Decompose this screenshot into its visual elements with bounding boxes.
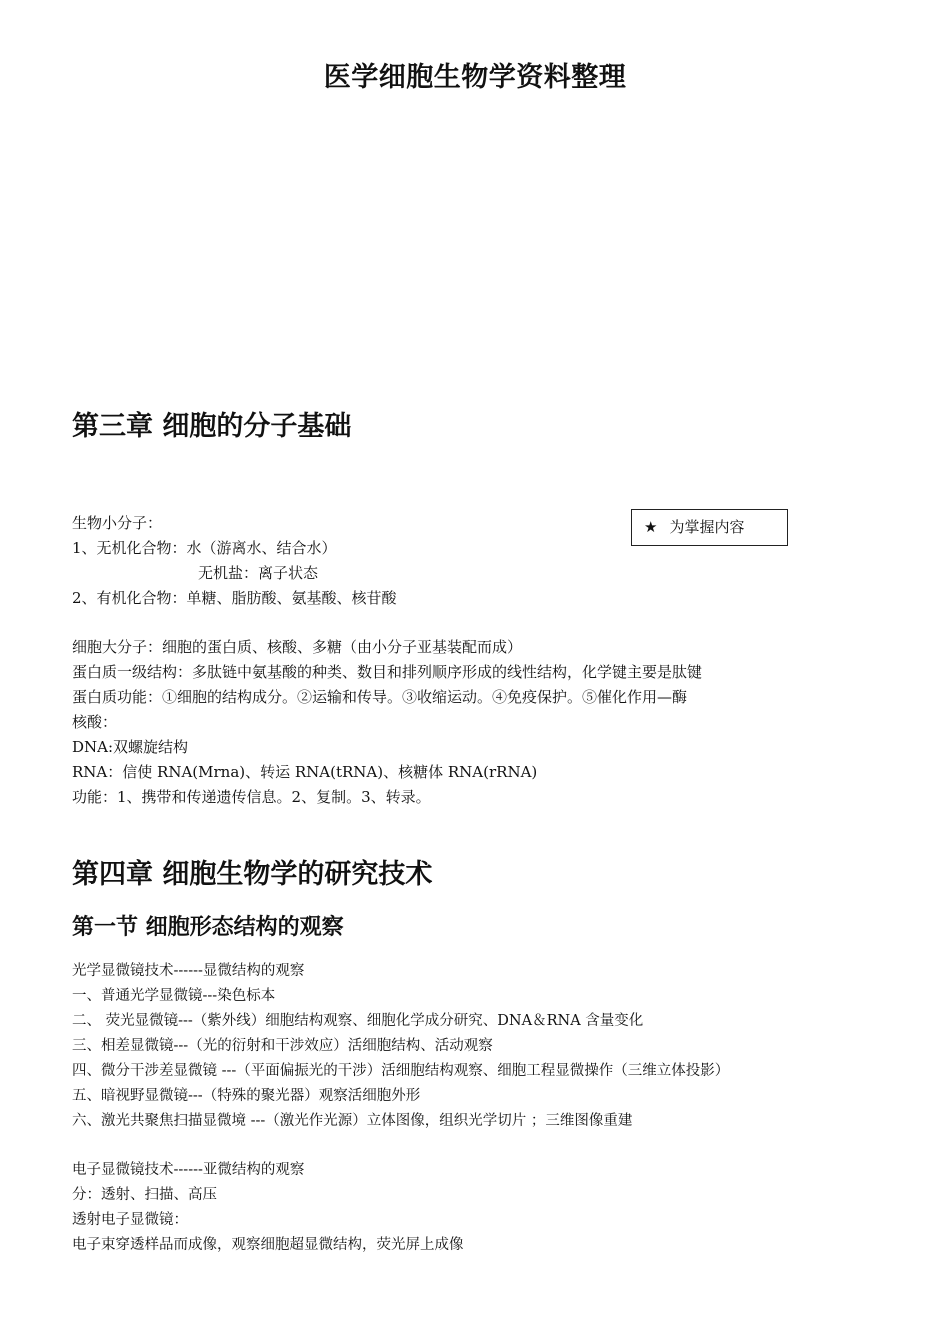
text-line: 细胞大分子：细胞的蛋白质、核酸、多糖（由小分子亚基装配而成） (72, 638, 523, 656)
text-line: 核酸： (72, 713, 118, 731)
note-box (631, 509, 788, 546)
text-line: 分：透射、扫描、高压 (72, 1187, 217, 1203)
chapter-3-heading: 第三章 细胞的分子基础 (72, 411, 352, 442)
text-line: 蛋白质一级结构：多肽链中氨基酸的种类、数目和排列顺序形成的线性结构，化学键主要是肽键 (72, 663, 703, 681)
document-title: 医学细胞生物学资料整理 (323, 62, 627, 93)
text-line: 无机盐：离子状态 (198, 564, 319, 582)
text-line: RNA：信使 RNA(Mrna)、转运 RNA(tRNA)、核糖体 RNA(rRNA) (72, 763, 538, 781)
text-line: 二、 荧光显微镜---（紫外线）细胞结构观察、细胞化学成分研究、DNA＆RNA 含量变化 (72, 1013, 644, 1029)
note-box-text: 为掌握内容 (669, 518, 745, 536)
star-icon: ★ (644, 518, 658, 536)
text-line: 五、暗视野显微镜---（特殊的聚光器）观察活细胞外形 (72, 1088, 421, 1104)
text-line: 光学显微镜技术------显微结构的观察 (72, 963, 305, 979)
section-1-heading: 第一节 细胞形态结构的观察 (72, 915, 344, 940)
text-line: 电子显微镜技术------亚微结构的观察 (72, 1162, 305, 1178)
text-line: 蛋白质功能：①细胞的结构成分。②运输和传导。③收缩运动。④免疫保护。⑤催化作用—酶 (72, 688, 688, 706)
text-line: DNA:双螺旋结构 (72, 738, 189, 756)
text-line: 功能：1、携带和传递遗传信息。2、复制。3、转录。 (72, 788, 431, 806)
text-line: 一、普通光学显微镜---染色标本 (72, 988, 276, 1004)
text-line: 生物小分子： (72, 514, 163, 532)
text-line: 六、激光共聚焦扫描显微境 ---（激光作光源）立体图像，组织光学切片 ；三维图像重建 (72, 1113, 633, 1129)
text-line: 2、有机化合物：单糖、脂肪酸、氨基酸、核苷酸 (72, 589, 397, 607)
text-line: 电子束穿透样品而成像，观察细胞超显微结构，荧光屏上成像 (72, 1237, 464, 1253)
text-line: 透射电子显微镜： (72, 1212, 188, 1228)
text-line: 1、无机化合物：水（游离水、结合水） (72, 539, 337, 557)
chapter-4-heading: 第四章 细胞生物学的研究技术 (72, 859, 433, 890)
text-line: 三、相差显微镜---（光的衍射和干涉效应）活细胞结构、活动观察 (72, 1038, 493, 1054)
text-line: 四、微分干涉差显微镜 ---（平面偏振光的干涉）活细胞结构观察、细胞工程显微操作（三维立体投影） (72, 1063, 730, 1079)
